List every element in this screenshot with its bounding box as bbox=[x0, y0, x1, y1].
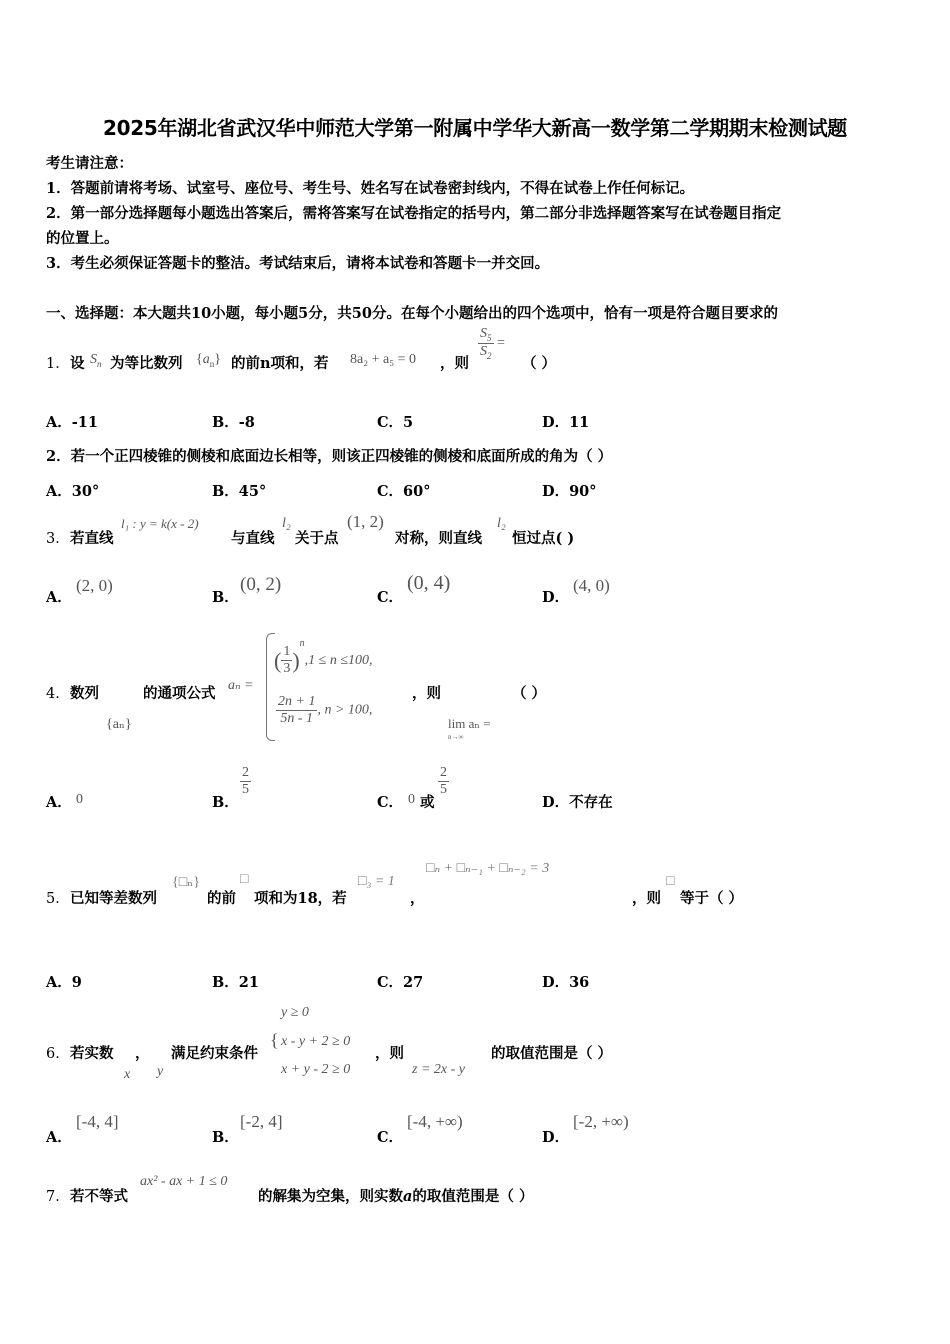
q6-text-1: 若实数 bbox=[70, 1045, 114, 1062]
q3-option-c-value: (0, 4) bbox=[407, 572, 451, 594]
q3-point: (1, 2) bbox=[347, 512, 384, 531]
q7-text-1: 若不等式 bbox=[70, 1188, 128, 1205]
q7-inequality: ax² - ax + 1 ≤ 0 bbox=[140, 1174, 228, 1189]
q5-text-4: ， bbox=[410, 890, 425, 907]
q1-text-3: 的前n项和，若 bbox=[231, 355, 329, 372]
q1-option-d: D．11 bbox=[542, 414, 590, 431]
q5-text-2: 的前 bbox=[207, 890, 236, 907]
q4-an: aₙ = bbox=[228, 678, 254, 693]
page-title: 2025年湖北省武汉华中师范大学第一附属中学华大新高一数学第二学期期末检测试题 bbox=[103, 116, 847, 140]
notice-heading: 考生请注意： bbox=[46, 155, 133, 172]
q3-option-c-label: C． bbox=[377, 589, 404, 606]
q3-text-3: 关于点 bbox=[295, 530, 339, 547]
q4-case1: ( $\frac{1}{3}$ )$^n$,1 ≤ n ≤100, bbox=[274, 638, 373, 677]
notice-item-1: 1．答题前请将考场、试室号、座位号、考生号、姓名写在试卷密封线内，不得在试卷上作任何标记。 bbox=[46, 180, 695, 197]
q1-text-2: 为等比数列 bbox=[110, 355, 183, 372]
notice-item-3: 3．考生必须保证答题卡的整洁。考试结束后，请将本试卷和答题卡一并交回。 bbox=[46, 255, 550, 272]
q6-text-4: ，则 bbox=[375, 1045, 404, 1062]
q3-option-b-label: B． bbox=[212, 589, 239, 606]
q6-number: 6． bbox=[46, 1046, 70, 1062]
q6-option-a-label: A． bbox=[46, 1129, 72, 1146]
q6-option-b-value: [-2, 4] bbox=[240, 1112, 283, 1131]
q3-text-1: 若直线 bbox=[70, 530, 114, 547]
q6-option-a-value: [-4, 4] bbox=[76, 1112, 119, 1131]
q4-text-1: 数列 bbox=[70, 685, 99, 702]
q6-option-d-value: [-2, +∞) bbox=[573, 1112, 629, 1131]
q5-option-a: A．9 bbox=[46, 974, 82, 991]
q4-number: 4． bbox=[46, 686, 70, 702]
q6-option-c-label: C． bbox=[377, 1129, 404, 1146]
q7-number: 7． bbox=[46, 1189, 70, 1205]
q5-option-d: D．36 bbox=[542, 974, 590, 991]
q3-l2: l₂ bbox=[282, 516, 291, 531]
q3-option-a-label: A． bbox=[46, 589, 72, 606]
q1-seq: $\{a_n\}$ bbox=[196, 352, 221, 369]
notice-item-2-cont: 的位置上。 bbox=[46, 230, 119, 247]
q6-text-3: 满足约束条件 bbox=[171, 1045, 258, 1062]
q3-l2b: l₂ bbox=[497, 516, 506, 531]
q6-brace: { bbox=[270, 1030, 279, 1050]
q2-option-a: A．30° bbox=[46, 483, 100, 500]
q3-option-d-label: D． bbox=[542, 589, 570, 606]
q3-option-b-value: (0, 2) bbox=[240, 574, 282, 595]
q6-constraint-1: y ≥ 0 bbox=[281, 1005, 309, 1020]
q5-text-5: ，则 bbox=[632, 890, 661, 907]
q1-number: 1． bbox=[46, 356, 70, 372]
q4-option-c-label: C． bbox=[377, 794, 404, 811]
q4-option-c-or: 或 bbox=[420, 794, 435, 811]
q5-cond2: □ₙ + □ₙ₋₁ + □ₙ₋₂ = 3 bbox=[426, 861, 550, 876]
q6-option-b-label: B． bbox=[212, 1129, 239, 1146]
q5-n-box: □ bbox=[240, 872, 249, 887]
q5-n-box-2: □ bbox=[666, 874, 675, 889]
q3-text-4: 对称，则直线 bbox=[395, 530, 482, 547]
q5-option-c: C．27 bbox=[377, 974, 424, 991]
q1-paren: （ ） bbox=[522, 355, 557, 372]
q3-line1: l₁ : y = k(x - 2) bbox=[121, 516, 199, 531]
q3-text-5: 恒过点( ) bbox=[512, 530, 575, 547]
q5-text-1: 已知等差数列 bbox=[70, 890, 157, 907]
q6-y: y bbox=[157, 1064, 164, 1079]
q6-text-2: ， bbox=[135, 1045, 150, 1062]
q4-option-b-value: $\frac{2}{5}$ bbox=[242, 765, 249, 797]
q5-number: 5． bbox=[46, 891, 70, 907]
q5-seq: {□ₙ} bbox=[172, 875, 200, 890]
q5-cond1: □₃ = 1 bbox=[358, 874, 395, 889]
q6-option-d-label: D． bbox=[542, 1129, 570, 1146]
q1-option-a: A．-11 bbox=[46, 414, 98, 431]
notice-item-2: 2．第一部分选择题每小题选出答案后，需将答案写在试卷指定的括号内，第二部分非选择题答案写在试卷题目指定 bbox=[46, 205, 782, 222]
q7-text-2: 的解集为空集，则实数a的取值范围是（ ） bbox=[258, 1188, 534, 1205]
q4-limit-sub: n→∞ bbox=[448, 733, 464, 741]
q1-sn: $S_n$ bbox=[90, 352, 102, 369]
q1-text-4: ，则 bbox=[440, 355, 469, 372]
q1-condition: 8a₂ + a₅ = 0 bbox=[350, 352, 416, 367]
q4-option-c-fraction: $\frac{2}{5}$ bbox=[440, 765, 447, 797]
q3-text-2: 与直线 bbox=[231, 530, 275, 547]
q4-case2: $\frac{2n + 1}{5n - 1}$ , n > 100, bbox=[278, 694, 373, 726]
q4-text-2: 的通项公式 bbox=[143, 685, 216, 702]
q2-option-c: C．60° bbox=[377, 483, 431, 500]
q5-text-3: 项和为18，若 bbox=[254, 890, 347, 907]
q4-option-a-label: A． bbox=[46, 794, 72, 811]
q4-option-b-label: B． bbox=[212, 794, 239, 811]
q2-stem: 2．若一个正四棱锥的侧棱和底面边长相等，则该正四棱锥的侧棱和底面所成的角为（ ） bbox=[46, 448, 613, 465]
q6-constraint-3: x + y - 2 ≥ 0 bbox=[281, 1062, 351, 1077]
q1-option-c: C．5 bbox=[377, 414, 414, 431]
q3-option-d-value: (4, 0) bbox=[573, 576, 610, 595]
q6-text-5: 的取值范围是（ ） bbox=[491, 1045, 613, 1062]
q3-option-a-value: (2, 0) bbox=[76, 576, 113, 595]
q2-option-b: B．45° bbox=[212, 483, 267, 500]
q5-text-6: 等于（ ） bbox=[680, 890, 744, 907]
q6-x: x bbox=[124, 1067, 131, 1082]
q4-option-c-value: 0 bbox=[408, 792, 415, 807]
q4-limit: lim aₙ = bbox=[448, 716, 491, 731]
q4-paren: （ ） bbox=[512, 685, 547, 702]
q4-option-a-value: 0 bbox=[76, 792, 83, 807]
q6-option-c-value: [-4, +∞) bbox=[407, 1112, 463, 1131]
section-heading: 一、选择题：本大题共10小题，每小题5分，共50分。在每个小题给出的四个选项中，恰有一项是符合题目要求的 bbox=[46, 305, 778, 322]
q4-option-d: D．不存在 bbox=[542, 794, 613, 811]
q4-text-3: ，则 bbox=[412, 685, 441, 702]
q1-text-1: 设 bbox=[70, 355, 85, 372]
q6-z: z = 2x - y bbox=[412, 1062, 465, 1077]
q1-option-b: B．-8 bbox=[212, 414, 255, 431]
q1-fraction: $\frac{S_5}{S_2}$ = bbox=[480, 326, 505, 361]
q2-option-d: D．90° bbox=[542, 483, 597, 500]
q4-seq: {aₙ} bbox=[106, 717, 132, 732]
q3-number: 3． bbox=[46, 531, 70, 547]
q5-option-b: B．21 bbox=[212, 974, 259, 991]
q6-constraint-2: x - y + 2 ≥ 0 bbox=[281, 1034, 351, 1049]
